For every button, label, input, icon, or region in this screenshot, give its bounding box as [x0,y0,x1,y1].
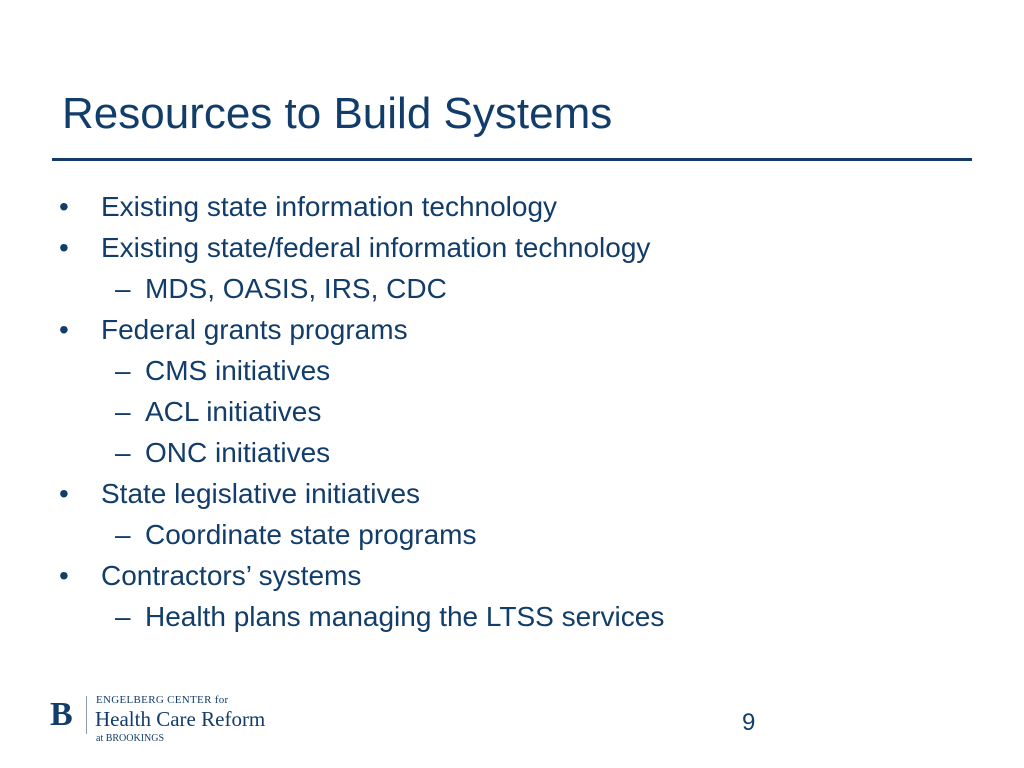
bullet-marker: • [59,191,69,222]
page-number: 9 [742,709,756,736]
sub-bullet-item [115,597,665,637]
sub-bullet-text: ACL initiatives [145,396,322,427]
bullet-text: State legislative initiatives [101,478,421,509]
logo-divider [86,696,87,734]
sub-bullet-marker: – [115,396,131,427]
bullet-marker: • [59,314,69,345]
sub-bullet-item [115,269,447,309]
bullet-text: Existing state/federal information technology [101,232,651,263]
bullet-marker: • [59,560,69,591]
sub-bullet-marker: – [115,601,131,632]
bullet-item [59,228,651,268]
bullet-item [59,187,558,227]
sub-bullet-marker: – [115,273,131,304]
logo-line-3: at BROOKINGS [96,733,165,744]
sub-bullet-text: MDS, OASIS, IRS, CDC [145,273,447,304]
bullet-item [59,556,362,596]
brookings-logo [48,692,308,752]
sub-bullet-text: ONC initiatives [145,437,331,468]
bullet-marker: • [59,232,69,263]
logo-mark: B [50,696,73,733]
logo-line-2: Health Care Reform [95,707,266,731]
slide-title: Resources to Build Systems [62,89,613,138]
bullet-text: Existing state information technology [101,191,558,222]
sub-bullet-item [115,515,477,555]
sub-bullet-text: Coordinate state programs [145,519,477,550]
logo-line-1: ENGELBERG CENTER for [96,694,229,706]
sub-bullet-text: Health plans managing the LTSS services [145,601,665,632]
bullet-text: Contractors’ systems [101,560,362,591]
sub-bullet-text: CMS initiatives [145,355,331,386]
title-divider [52,158,972,161]
sub-bullet-item [115,433,331,473]
sub-bullet-marker: – [115,355,131,386]
sub-bullet-item [115,351,331,391]
sub-bullet-item [115,392,322,432]
bullet-item [59,474,421,514]
bullet-text: Federal grants programs [101,314,408,345]
sub-bullet-marker: – [115,519,131,550]
sub-bullet-marker: – [115,437,131,468]
bullet-item [59,310,408,350]
bullet-marker: • [59,478,69,509]
